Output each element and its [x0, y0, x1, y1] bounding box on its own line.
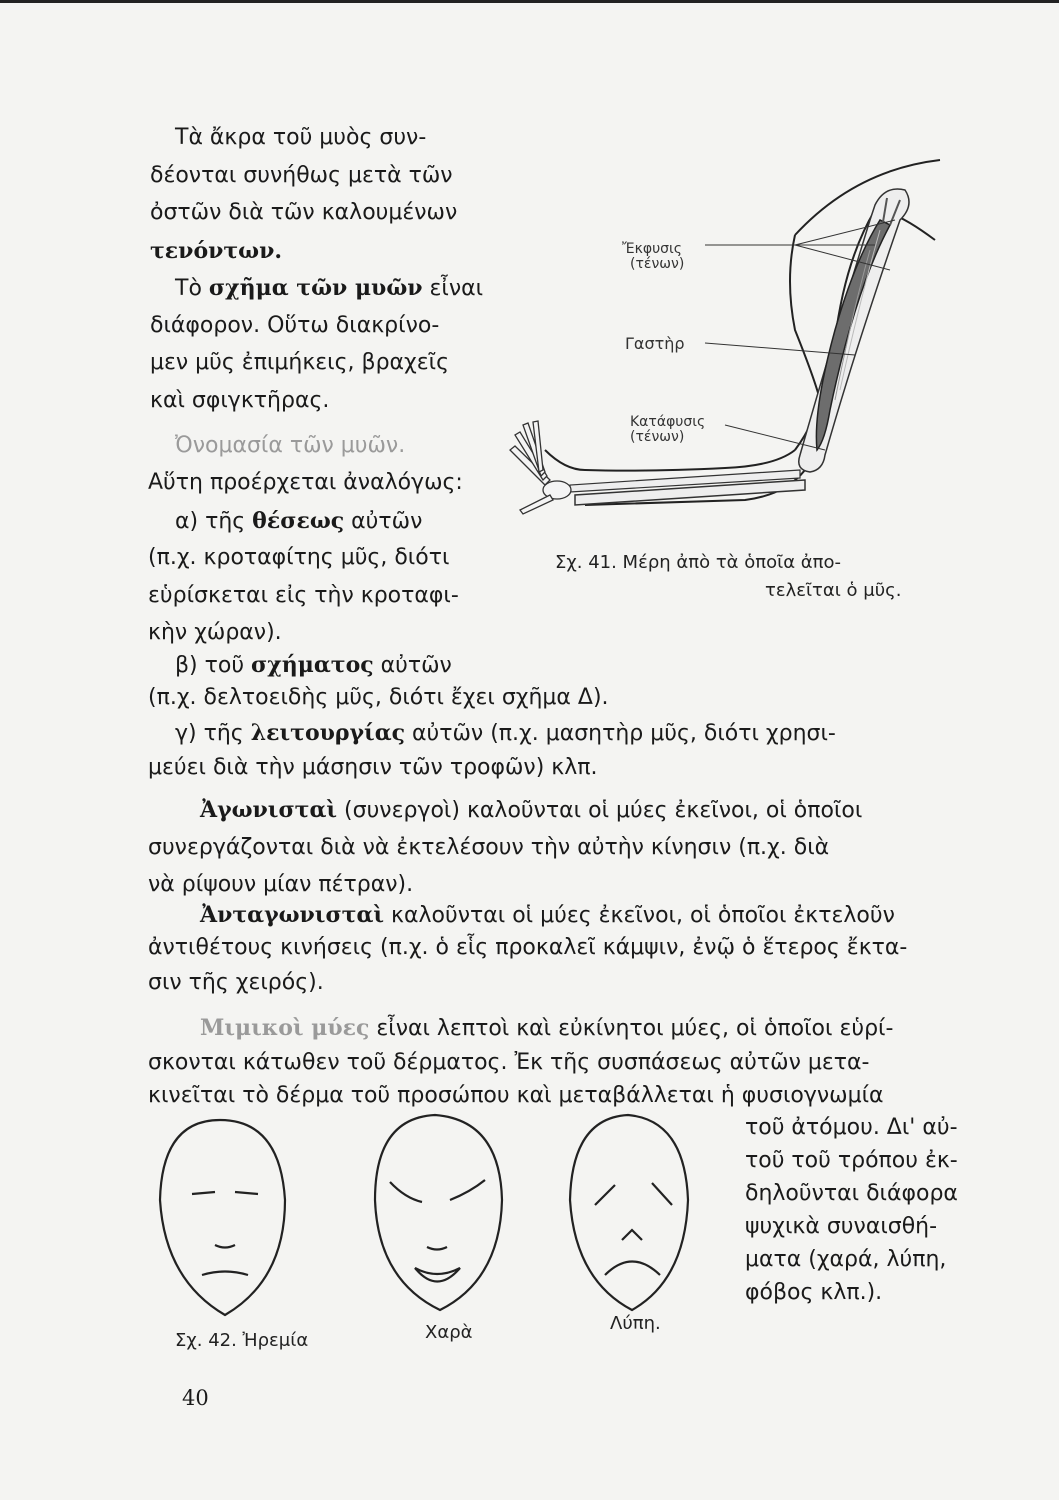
label-belly: Γαστὴρ — [625, 334, 685, 353]
naming-a: α) τῆς θέσεως αὐτῶν — [175, 508, 423, 534]
label-origin: Ἔκφυσις — [622, 241, 682, 257]
naming-line1: Αὕτη προέρχεται ἀναλόγως: — [148, 470, 463, 495]
faces-illustration — [150, 1110, 740, 1330]
label-joy: Χαρὰ — [425, 1322, 473, 1343]
mimic-right-3: δηλοῦνται διάφορα — [745, 1181, 958, 1206]
section-heading-naming: Ὀνομασία τῶν μυῶν. — [175, 433, 406, 458]
label-insertion: Κατάφυσις — [630, 414, 706, 430]
arm-muscle-illustration — [495, 150, 950, 550]
para2-line4: καὶ σφιγκτῆρας. — [150, 388, 330, 413]
term-shape: σχῆμα τῶν μυῶν — [208, 275, 423, 301]
antagonists-line3: σιν τῆς χειρός). — [148, 970, 324, 995]
para1-line3: ὀστῶν διὰ τῶν καλουμένων — [150, 200, 458, 225]
para2-line1: Τὸ σχῆμα τῶν μυῶν εἶναι — [175, 275, 484, 301]
mimic-right-6: φόβος κλπ.). — [745, 1280, 883, 1305]
term-mimic-muscles: Μιμικοὶ μύες — [200, 1015, 370, 1041]
top-border — [0, 0, 1059, 3]
label-insertion-tendon: (τένων) — [630, 429, 685, 445]
figure-41-caption: Σχ. 41. Μέρη ἀπὸ τὰ ὁποῖα ἀπο- — [555, 552, 841, 573]
mimic-right-2: τοῦ τοῦ τρόπου ἐκ- — [745, 1148, 958, 1173]
figure-41-caption-2: τελεῖται ὁ μῦς. — [765, 580, 902, 601]
agonists-line1: Ἀγωνισταὶ (συνεργοὶ) καλοῦνται οἱ μύες ἐκεῖνοι, οἱ ὁποῖοι — [200, 797, 863, 823]
antagonists-line2: ἀντιθέτους κινήσεις (π.χ. ὁ εἷς προκαλεῖ κάμψιν, ἐνῷ ὁ ἕτερος ἔκτα- — [148, 935, 908, 960]
naming-a3: εὑρίσκεται εἰς τὴν κροταφι- — [148, 583, 459, 608]
para1-line2: δέονται συνήθως μετὰ τῶν — [150, 163, 453, 188]
mimic-right-5: ματα (χαρά, λύπη, — [745, 1247, 947, 1272]
naming-b: β) τοῦ σχήματος αὐτῶν — [175, 652, 452, 678]
para2-line2: διάφορον. Οὕτω διακρίνο- — [150, 313, 440, 338]
agonists-line2: συνεργάζονται διὰ νὰ ἐκτελέσουν τὴν αὐτὴν κίνησιν (π.χ. διὰ — [148, 835, 830, 860]
mimic-line3: κινεῖται τὸ δέρμα τοῦ προσώπου καὶ μεταβάλλεται ἡ φυσιογνωμία — [148, 1083, 884, 1108]
page-number: 40 — [182, 1386, 209, 1410]
term-antagonists: Ἀνταγωνισταὶ — [200, 902, 385, 928]
figure-42-caption: Σχ. 42. Ἠρεμία — [175, 1330, 309, 1351]
naming-a2: (π.χ. κροταφίτης μῦς, διότι — [148, 545, 450, 570]
antagonists-line1: Ἀνταγωνισταὶ καλοῦνται οἱ μύες ἐκεῖνοι, οἱ ὁποῖοι ἐκτελοῦν — [200, 902, 895, 928]
term-agonists: Ἀγωνισταὶ — [200, 797, 338, 823]
label-origin-tendon: (τένων) — [630, 256, 685, 272]
para2-line3: μεν μῦς ἐπιμήκεις, βραχεῖς — [150, 350, 449, 375]
naming-b2: (π.χ. δελτοειδὴς μῦς, διότι ἔχει σχῆμα Δ). — [148, 685, 609, 710]
para1-line1: Τὰ ἄκρα τοῦ μυὸς συν- — [175, 125, 427, 150]
naming-c: γ) τῆς λειτουργίας αὐτῶν (π.χ. μασητὴρ μῦς, διότι χρησι- — [175, 720, 836, 746]
mimic-right-1: τοῦ ἀτόμου. Δι' αὐ- — [745, 1115, 958, 1140]
mimic-line2: σκονται κάτωθεν τοῦ δέρματος. Ἐκ τῆς συσπάσεως αὐτῶν μετα- — [148, 1050, 870, 1075]
mimic-right-4: ψυχικὰ συναισθή- — [745, 1214, 938, 1239]
naming-a4: κὴν χώραν). — [148, 620, 282, 645]
naming-c2: μεύει διὰ τὴν μάσησιν τῶν τροφῶν) κλπ. — [148, 755, 598, 780]
para1-line4: τενόντων. — [150, 238, 283, 264]
agonists-line3: νὰ ρίψουν μίαν πέτραν). — [148, 872, 414, 897]
mimic-line1: Μιμικοὶ μύες εἶναι λεπτοὶ καὶ εὐκίνητοι μύες, οἱ ὁποῖοι εὑρί- — [200, 1015, 894, 1041]
label-sadness: Λύπη. — [610, 1313, 661, 1334]
